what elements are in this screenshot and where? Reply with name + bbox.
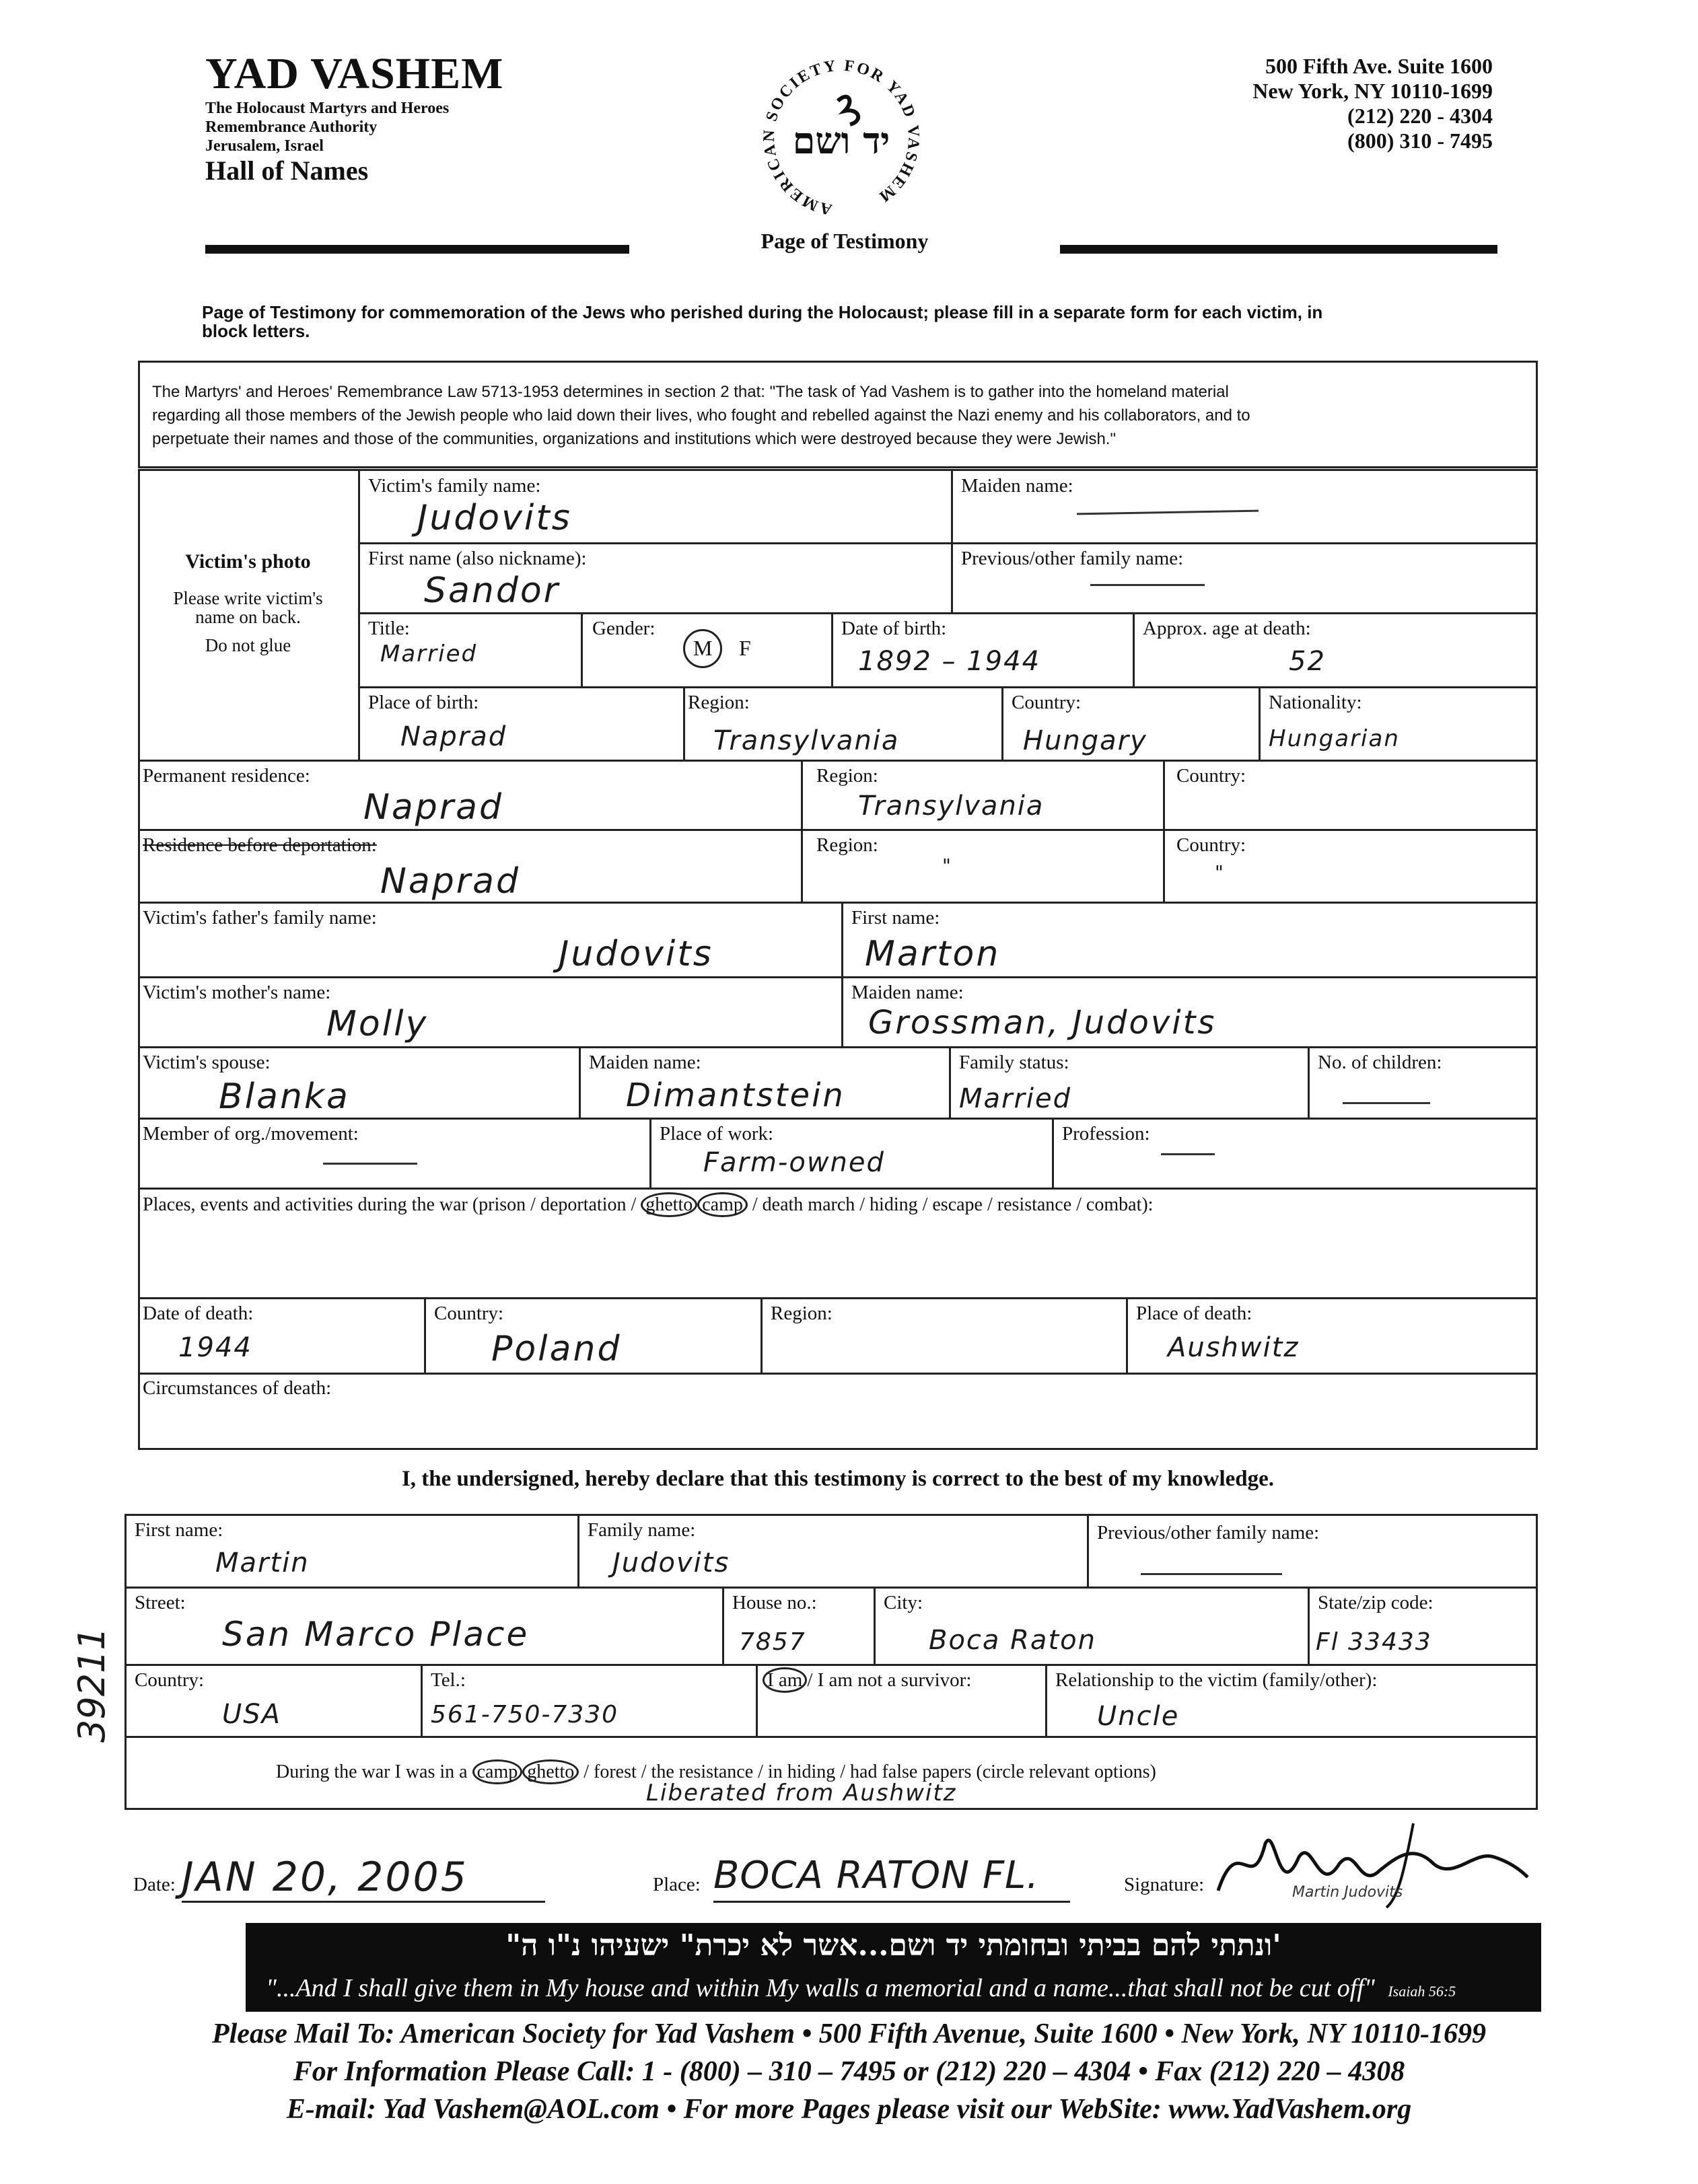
victim-dob[interactable]: 1892 – 1944 bbox=[858, 646, 1041, 677]
label-house-no: House no.: bbox=[732, 1592, 817, 1613]
footer-phone: For Information Please Call: 1 - (800) – 310 – 7495 or (212) 220 – 4304 • Fax (212) 220 – 4308 bbox=[293, 2056, 1405, 2087]
father-family-name[interactable]: Judovits bbox=[559, 934, 713, 974]
victim-nationality[interactable]: Hungarian bbox=[1269, 725, 1400, 752]
address-block bbox=[1252, 54, 1493, 153]
logo-ring-text: AMERICAN SOCIETY FOR YAD VASHEM bbox=[760, 57, 923, 219]
victim-title[interactable]: Married bbox=[380, 641, 478, 667]
victim-family-name[interactable]: Judovits bbox=[417, 498, 572, 538]
label-first-name: First name (also nickname): bbox=[368, 548, 587, 569]
mother-maiden-name[interactable]: Grossman, Judovits bbox=[868, 1004, 1217, 1042]
header-rule bbox=[205, 245, 629, 254]
label-country: Country: bbox=[1176, 834, 1246, 856]
org-subtitle: The Holocaust Martyrs and Heroes bbox=[205, 100, 450, 117]
blank-dash bbox=[323, 1163, 417, 1165]
label-profession: Profession: bbox=[1062, 1123, 1150, 1144]
label-title: Title: bbox=[368, 618, 410, 639]
label-mother-maiden-name: Maiden name: bbox=[851, 982, 964, 1003]
label-family-status: Family status: bbox=[959, 1052, 1069, 1073]
survivor-suffix: / I am not a survivor: bbox=[807, 1669, 972, 1691]
label-father-family-name: Victim's father's family name: bbox=[143, 907, 377, 929]
blank-dash bbox=[1090, 584, 1205, 586]
during-war-note[interactable]: Liberated from Aushwitz bbox=[646, 1780, 957, 1807]
label-circumstances: Circumstances of death: bbox=[143, 1377, 332, 1399]
label-death-region: Region: bbox=[771, 1303, 833, 1324]
law-box bbox=[138, 361, 1538, 468]
label-spouse: Victim's spouse: bbox=[143, 1052, 271, 1073]
label-father-first-name: First name: bbox=[851, 907, 940, 929]
phone: (212) 220 - 4304 bbox=[1347, 104, 1493, 128]
org-location: Jerusalem, Israel bbox=[205, 137, 324, 155]
label-maiden-name: Maiden name: bbox=[961, 475, 1073, 497]
photo-instructions bbox=[138, 589, 358, 655]
submitter-first-name[interactable]: Martin bbox=[215, 1548, 310, 1578]
label-submitter-country: Country: bbox=[135, 1669, 205, 1691]
law-line: The Martyrs' and Heroes' Remembrance Law 5713-1953 determines in section 2 that: "The task of Yad Vashem is to gather into the homeland material bbox=[152, 383, 1229, 401]
place-line bbox=[713, 1901, 1070, 1903]
intro-text bbox=[202, 303, 1322, 340]
label-member-org: Member of org./movement: bbox=[143, 1123, 359, 1144]
father-first-name[interactable]: Marton bbox=[865, 934, 1001, 974]
hall-of-names: Hall of Names bbox=[205, 155, 369, 186]
quote-banner bbox=[246, 1923, 1541, 2012]
label-family-name: Victim's family name: bbox=[368, 475, 541, 497]
option-ghetto-circled[interactable]: ghetto bbox=[522, 1759, 579, 1784]
address-line: 500 Fifth Ave. Suite 1600 bbox=[1265, 54, 1493, 78]
label-nationality: Nationality: bbox=[1269, 692, 1362, 713]
submitter-state-zip[interactable]: Fl 33433 bbox=[1316, 1628, 1432, 1656]
label-region: Region: bbox=[816, 834, 878, 856]
label-submitter-family-name: Family name: bbox=[588, 1519, 696, 1541]
label-previous-family-name: Previous/other family name: bbox=[961, 548, 1184, 569]
place-of-work[interactable]: Farm-owned bbox=[703, 1147, 885, 1178]
label-country: Country: bbox=[1176, 765, 1246, 787]
family-status[interactable]: Married bbox=[959, 1083, 1072, 1114]
label-tel: Tel.: bbox=[431, 1669, 466, 1691]
victim-place-of-birth[interactable]: Naprad bbox=[400, 721, 507, 752]
ditto-mark[interactable]: " bbox=[1215, 861, 1225, 883]
label-spouse-maiden-name: Maiden name: bbox=[589, 1052, 701, 1073]
option-i-am-circled[interactable]: I am bbox=[763, 1667, 807, 1693]
phone: (800) 310 - 7495 bbox=[1347, 129, 1493, 153]
option-ghetto-circled[interactable]: ghetto bbox=[641, 1192, 697, 1217]
submission-place[interactable]: BOCA RATON FL. bbox=[713, 1854, 1040, 1897]
banner-hebrew: "ונתתי להם בביתי ובחומתי יד ושם...אשר לא יכרת" ישעיהו נ"ו ה' bbox=[505, 1928, 1281, 1963]
label-survivor bbox=[763, 1669, 971, 1691]
footer-web[interactable]: E-mail: Yad Vashem@AOL.com • For more Pages please visit our WebSite: www.YadVashem.org bbox=[286, 2094, 1412, 2125]
label-region: Region: bbox=[688, 692, 750, 713]
victim-birth-country[interactable]: Hungary bbox=[1023, 725, 1147, 756]
photo-note: Please write victim's bbox=[173, 588, 323, 608]
banner-citation: Isaiah 56:5 bbox=[1388, 1983, 1456, 2000]
label-place-of-death: Place of death: bbox=[1136, 1303, 1252, 1324]
org-subtitle: Remembrance Authority bbox=[205, 118, 378, 136]
org-title: YAD VASHEM bbox=[205, 49, 504, 98]
label-submitter-prev-name: Previous/other family name: bbox=[1097, 1522, 1320, 1543]
label-state-zip: State/zip code: bbox=[1318, 1592, 1434, 1613]
label-age: Approx. age at death: bbox=[1143, 618, 1311, 639]
mother-name[interactable]: Molly bbox=[326, 1004, 429, 1044]
submitter-relationship[interactable]: Uncle bbox=[1097, 1701, 1180, 1732]
date-of-death[interactable]: 1944 bbox=[178, 1332, 252, 1363]
victim-birth-region[interactable]: Transylvania bbox=[713, 725, 900, 756]
gender-m[interactable]: M bbox=[693, 636, 713, 660]
law-line: regarding all those members of the Jewish people who laid down their lives, who fought and rebelled against the Nazi enemy and his collaborators, and to bbox=[152, 406, 1250, 425]
submitter-house-no[interactable]: 7857 bbox=[739, 1628, 806, 1656]
label-death-country: Country: bbox=[434, 1303, 504, 1324]
declaration: I, the undersigned, hereby declare that this testimony is correct to the best of my knowledge. bbox=[401, 1467, 1275, 1491]
label-gender: Gender: bbox=[592, 618, 656, 639]
photo-title: Victim's photo bbox=[185, 550, 311, 573]
label-place-of-birth: Place of birth: bbox=[368, 692, 479, 713]
label-city: City: bbox=[884, 1592, 923, 1613]
signature-text: Martin Judovits bbox=[1292, 1884, 1403, 1901]
during-war-prefix: During the war I was in a bbox=[276, 1761, 468, 1782]
during-war-suffix: / forest / the resistance / in hiding / had false papers (circle relevant options) bbox=[583, 1761, 1156, 1782]
logo-hebrew: יד ושם bbox=[792, 119, 890, 162]
submitter-country[interactable]: USA bbox=[222, 1699, 282, 1730]
address-line: New York, NY 10110-1699 bbox=[1252, 79, 1493, 103]
option-camp-circled[interactable]: camp bbox=[472, 1759, 523, 1784]
ditto-mark[interactable]: " bbox=[942, 854, 952, 877]
place-of-death[interactable]: Aushwitz bbox=[1168, 1332, 1300, 1363]
intro-line: block letters. bbox=[202, 321, 310, 341]
victim-spouse[interactable]: Blanka bbox=[219, 1077, 350, 1117]
date-line bbox=[182, 1901, 545, 1903]
label-date-of-death: Date of death: bbox=[143, 1303, 254, 1324]
label-signature: Signature: bbox=[1124, 1874, 1205, 1895]
places-events-prefix: Places, events and activities during the war (prison / deportation / bbox=[143, 1194, 637, 1215]
label-place-of-work: Place of work: bbox=[660, 1123, 774, 1144]
society-logo bbox=[744, 54, 939, 229]
label-date: Date: bbox=[133, 1874, 176, 1895]
label-dob: Date of birth: bbox=[841, 618, 947, 639]
label-relationship: Relationship to the victim (family/other): bbox=[1055, 1669, 1378, 1691]
law-line: perpetuate their names and those of the communities, organizations and institutions which were destroyed because they were Jewish." bbox=[152, 430, 1116, 448]
label-region: Region: bbox=[816, 765, 878, 787]
spouse-maiden-name[interactable]: Dimantstein bbox=[626, 1077, 845, 1114]
victim-age[interactable]: 52 bbox=[1289, 646, 1326, 677]
banner-quote: "...And I shall give them in My house and within My walls a memorial and a name...that shall not be cut off" bbox=[266, 1974, 1375, 2002]
label-submitter-first-name: First name: bbox=[135, 1519, 223, 1541]
label-residence-before-deportation: Residence before deportation: bbox=[143, 834, 377, 856]
intro-line: Page of Testimony for commemoration of the Jews who perished during the Holocaust; please fill in a separate form for each victim, in bbox=[202, 302, 1323, 322]
blank-dash bbox=[1343, 1102, 1430, 1104]
victim-residence-region[interactable]: Transylvania bbox=[858, 791, 1045, 822]
label-place: Place: bbox=[653, 1874, 701, 1895]
submitter-street[interactable]: San Marco Place bbox=[222, 1615, 530, 1654]
side-number: 39211 bbox=[71, 1627, 113, 1743]
footer-mail: Please Mail To: American Society for Yad Vashem • 500 Fifth Avenue, Suite 1600 • New York, NY 10110-1699 bbox=[211, 2018, 1486, 2049]
photo-note: Do not glue bbox=[205, 635, 291, 655]
label-places-events bbox=[143, 1194, 1153, 1216]
victim-first-name[interactable]: Sandor bbox=[424, 571, 561, 611]
banner-english bbox=[266, 1973, 1456, 2003]
victim-permanent-residence[interactable]: Naprad bbox=[363, 787, 504, 828]
label-children: No. of children: bbox=[1318, 1052, 1442, 1073]
label-mother-name: Victim's mother's name: bbox=[143, 982, 331, 1003]
blank-dash bbox=[1141, 1573, 1282, 1575]
label-country: Country: bbox=[1012, 692, 1082, 713]
form-title: Page of Testimony bbox=[760, 229, 929, 253]
death-country[interactable]: Poland bbox=[491, 1329, 622, 1369]
submitter-city[interactable]: Boca Raton bbox=[929, 1625, 1096, 1656]
places-events-suffix: / death march / hiding / escape / resistance / combat): bbox=[752, 1194, 1154, 1215]
option-camp-circled[interactable]: camp bbox=[697, 1192, 748, 1217]
header-rule bbox=[1060, 245, 1497, 254]
photo-note: name on back. bbox=[195, 607, 301, 627]
submitter-family-name[interactable]: Judovits bbox=[612, 1548, 730, 1578]
label-street: Street: bbox=[135, 1592, 186, 1613]
submitter-tel[interactable]: 561-750-7330 bbox=[431, 1701, 619, 1728]
blank-dash bbox=[1161, 1153, 1215, 1155]
signature[interactable] bbox=[1211, 1817, 1534, 1911]
victim-residence-before[interactable]: Naprad bbox=[380, 861, 521, 902]
footer bbox=[0, 2015, 1698, 2128]
label-permanent-residence: Permanent residence: bbox=[143, 765, 310, 787]
submission-date[interactable]: JAN 20, 2005 bbox=[182, 1854, 468, 1901]
gender-f[interactable]: F bbox=[739, 636, 751, 660]
